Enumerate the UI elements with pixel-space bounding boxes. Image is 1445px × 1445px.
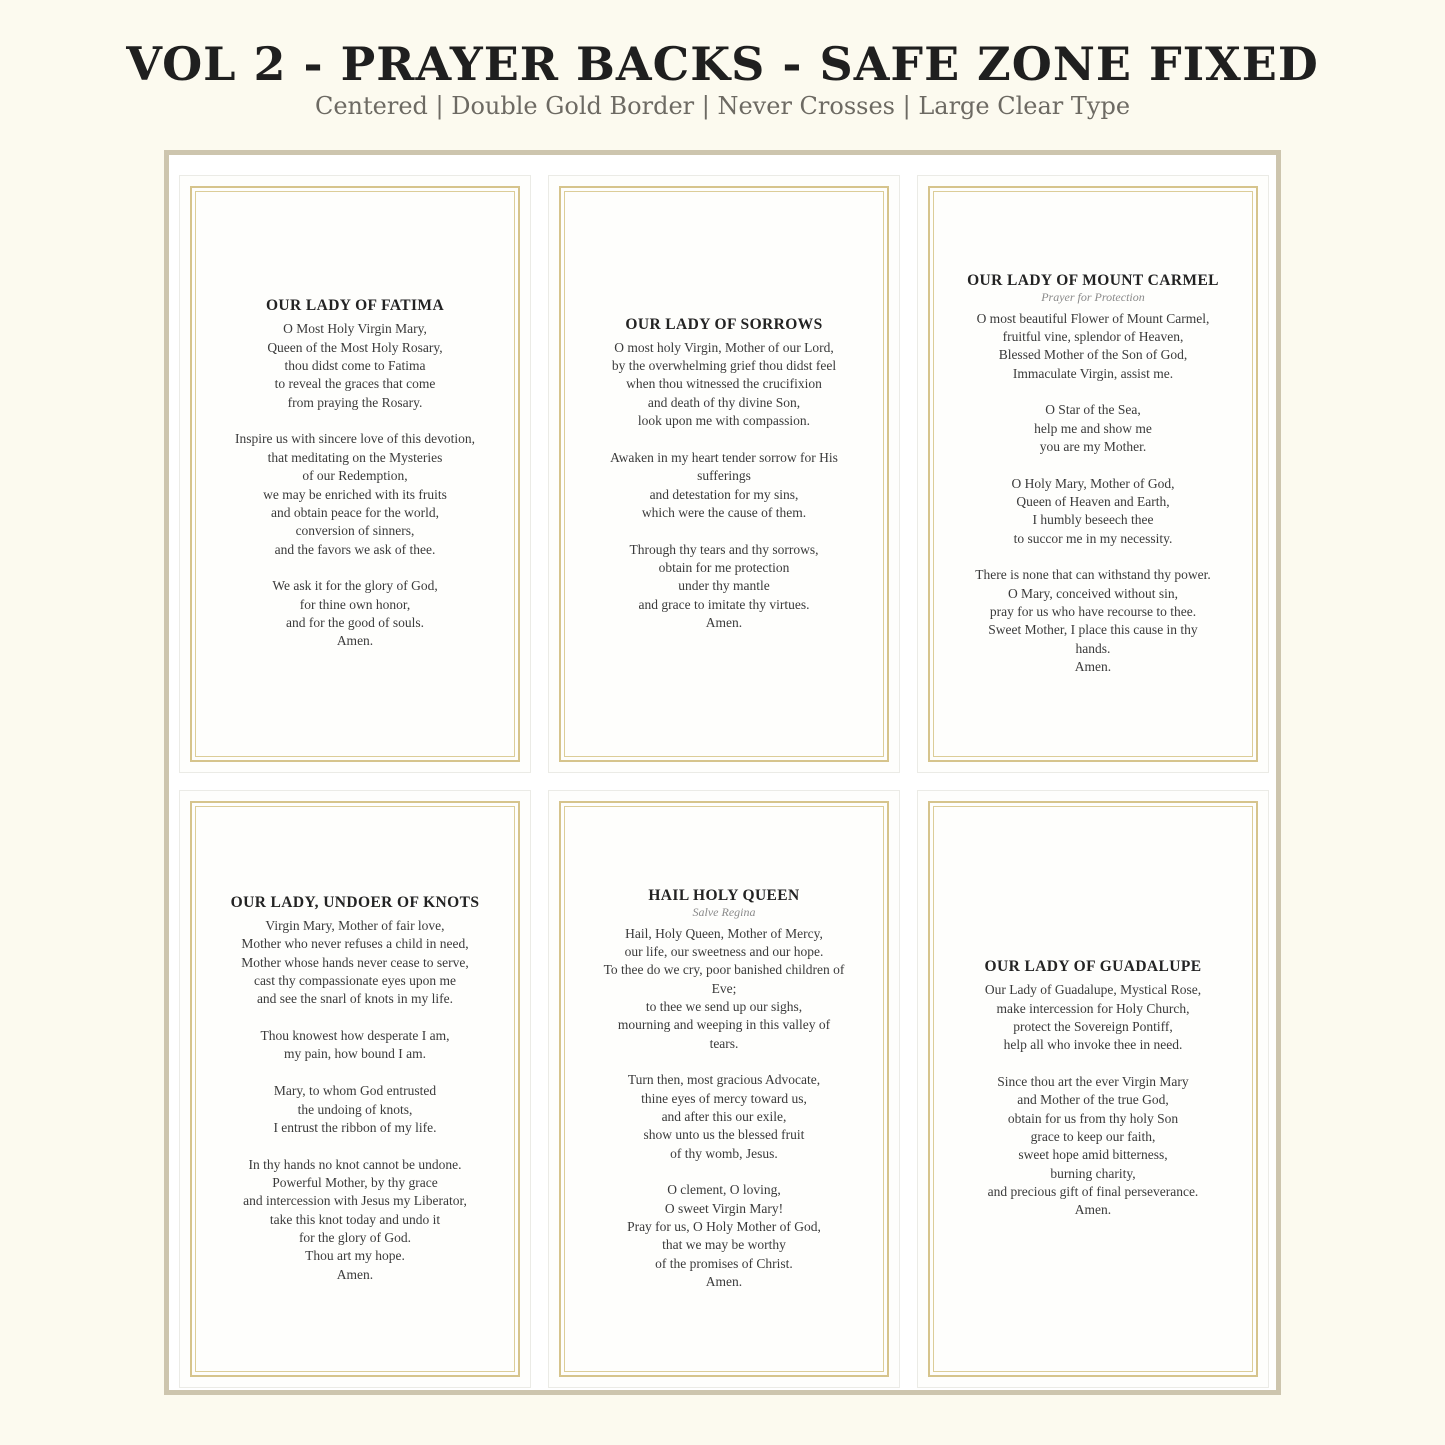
card-content [930,791,1256,1387]
prayer-card-fatima [179,175,531,773]
card-title: OUR LADY, UNDOER OF KNOTS [230,894,480,912]
card-subtitle: Prayer for Protection [1041,289,1145,304]
card-content [192,176,518,772]
card-content [561,791,887,1387]
page-subtitle: Centered | Double Gold Border | Never Crosses | Large Clear Type [314,92,1131,120]
prayer-text: O most holy Virgin, Mother of our Lord, by the overwhelming grief thou didst feel when thou witnessed the crucifixion and death of thy divine Son, look upon me with compassion. Awaken in my heart tender sorrow for His sufferings and detestation for my sins, which were the cause of them. Through thy tears and thy sorrows, obtain for me protection under thy mantle and grace to imitate thy virtues. Amen. [610,339,838,630]
prayer-card-sheet [164,150,1281,1395]
prayer-card-guadalupe [917,790,1269,1388]
prayer-text: Hail, Holy Queen, Mother of Mercy, our life, our sweetness and our hope. To thee do we cry, poor banished children of Eve; to thee we send up our sighs, mourning and weeping in this valley of tears. Turn then, most gracious Advocate, thine eyes of mercy toward us, and after this our exile, show unto us the blessed fruit of thy womb, Jesus. O clement, O loving, O sweet Virgin Mary! Pray for us, O Holy Mother of God, that we may be worthy of the promises of Christ. Amen. [603,925,845,1290]
prayer-text: O most beautiful Flower of Mount Carmel, fruitful vine, splendor of Heaven, Blessed Mother of the Son of God, Immaculate Virgin, assist me. O Star of the Sea, help me and show me you are my Mother. O Holy Mary, Mother of God, Queen of Heaven and Earth, I humbly beseech thee to succor me in my necessity. There is none that can withstand thy power. O Mary, conceived without sin, pray for us who have recourse to thee. Sweet Mother, I place this cause in thy hands. Amen. [975,310,1211,675]
prayer-text: Virgin Mary, Mother of fair love, Mother who never refuses a child in need, Mother whose hands never cease to serve, cast thy compassionate eyes upon me and see the snarl of knots in my life. Thou knowest how desperate I am, my pain, how bound I am. Mary, to whom God entrusted the undoing of knots, I entrust the ribbon of my life. In thy hands no knot cannot be undone. Powerful Mother, by thy grace and intercession with Jesus my Liberator, take this knot today and undo it for the glory of God. Thou art my hope. Amen. [241,918,469,1282]
card-title: OUR LADY OF FATIMA [265,297,445,315]
card-content [930,176,1256,772]
prayer-card-undoer-of-knots [179,790,531,1388]
card-content [561,176,887,772]
card-title: OUR LADY OF MOUNT CARMEL [967,271,1219,289]
card-title: OUR LADY OF SORROWS [625,315,823,333]
prayer-card-mount-carmel [917,175,1269,773]
page-title: VOL 2 - PRAYER BACKS - SAFE ZONE FIXED [126,37,1319,91]
prayer-card-hail-holy-queen [548,790,900,1388]
card-title: HAIL HOLY QUEEN [648,886,800,904]
card-content [192,791,518,1387]
prayer-text: Our Lady of Guadalupe, Mystical Rose, make intercession for Holy Church, protect the Sovereign Pontiff, help all who invoke thee in need. Since thou art the ever Virgin Mary and Mother of the true God, obtain for us from thy holy Son grace to keep our faith, sweet hope amid bitterness, burning charity, and precious gift of final perseverance. Amen. [984,982,1202,1218]
prayer-text: O Most Holy Virgin Mary, Queen of the Most Holy Rosary, thou didst come to Fatima to reveal the graces that come from praying the Rosary. Inspire us with sincere love of this devotion, that meditating on the Mysteries of our Redemption, we may be enriched with its fruits and obtain peace for the world, conversion of sinners, and the favors we ask of thee. We ask it for the glory of God, for thine own honor, and for the good of souls. Amen. [235,321,475,649]
prayer-card-sorrows [548,175,900,773]
card-subtitle: Salve Regina [692,904,756,919]
card-title: OUR LADY OF GUADALUPE [984,958,1202,976]
